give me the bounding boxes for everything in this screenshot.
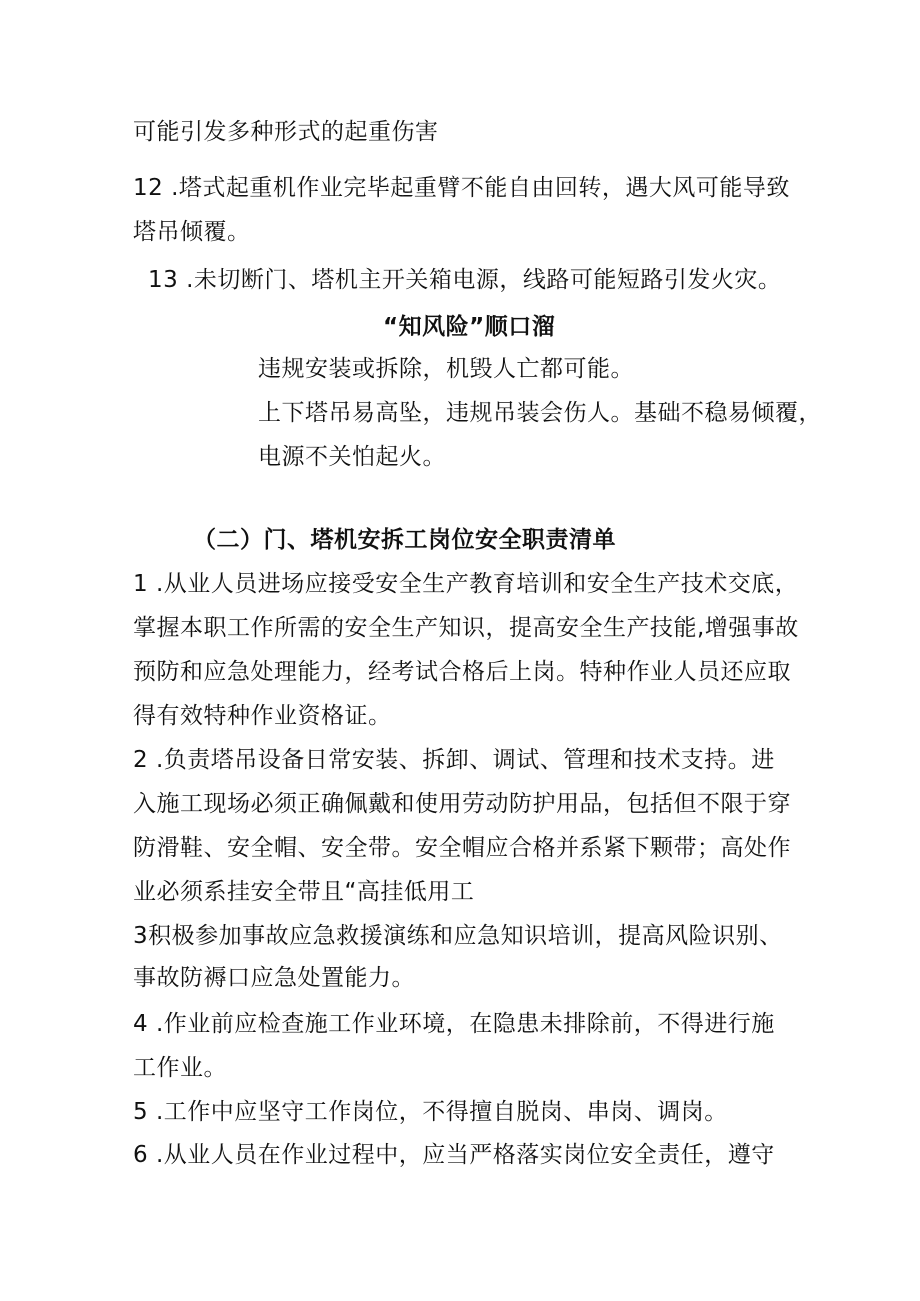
item-1-line-1: 1 .从业人员进场应接受安全生产教育培训和安全生产技术交底， xyxy=(133,571,799,597)
item-1-line-4: 得有效特种作业资格证。 xyxy=(133,703,392,729)
item-12-line-1: 12 .塔式起重机作业完毕起重臂不能自由回转，遇大风可能导致 xyxy=(133,175,790,201)
item-1-line-3: 预防和应急处理能力，经考试合格后上岗。特种作业人员还应取 xyxy=(133,659,791,685)
item-3-line-2: 事故防褥口应急处置能力。 xyxy=(133,965,415,991)
item-2-line-3: 防滑鞋、安全帽、安全带。安全帽应合格并系紧下颗带；高处作 xyxy=(133,835,791,861)
item-5: 5 .工作中应坚守工作岗位，不得擅自脱岗、串岗、调岗。 xyxy=(133,1099,728,1125)
item-2-line-1: 2 .负责塔吊设备日常安装、拆卸、调试、管理和技术支持。进 xyxy=(133,747,775,773)
item-2-line-2: 入施工现场必须正确佩戴和使用劳动防护用品，包括但不限于穿 xyxy=(133,791,791,817)
rhyme-title: “知风险”顺口溜 xyxy=(383,314,556,340)
item-4-line-1: 4 .作业前应检查施工作业环境，在隐患未排除前，不得进行施 xyxy=(133,1011,775,1037)
item-4-line-2: 工作业。 xyxy=(133,1055,227,1081)
item-13: 13 .未切断门、塔机主开关箱电源，线路可能短路引发火灾。 xyxy=(148,267,782,293)
section-heading: （二）门、塔机安拆工岗位安全职责清单 xyxy=(193,527,616,553)
paragraph-line: 可能引发多种形式的起重伤害 xyxy=(133,119,439,145)
item-6-line-1: 6 .从业人员在作业过程中，应当严格落实岗位安全责任，遵守 xyxy=(133,1142,775,1168)
item-3-line-1: 3积极参加事故应急救援演练和应急知识培训，提高风险识别、 xyxy=(133,923,783,949)
rhyme-line-2: 上下塔吊易高坠，违规吊装会伤人。基础不稳易倾覆， xyxy=(258,400,822,426)
rhyme-line-1: 违规安装或拆除，机毁人亡都可能。 xyxy=(258,356,634,382)
item-2-line-4: 业必须系挂安全带且“高挂低用工 xyxy=(133,879,475,905)
item-12-line-2: 塔吊倾覆。 xyxy=(133,219,251,245)
rhyme-line-3: 电源不关怕起火。 xyxy=(258,444,446,470)
item-1-line-2: 掌握本职工作所需的安全生产知识，提高安全生产技能,增强事故 xyxy=(133,615,799,641)
